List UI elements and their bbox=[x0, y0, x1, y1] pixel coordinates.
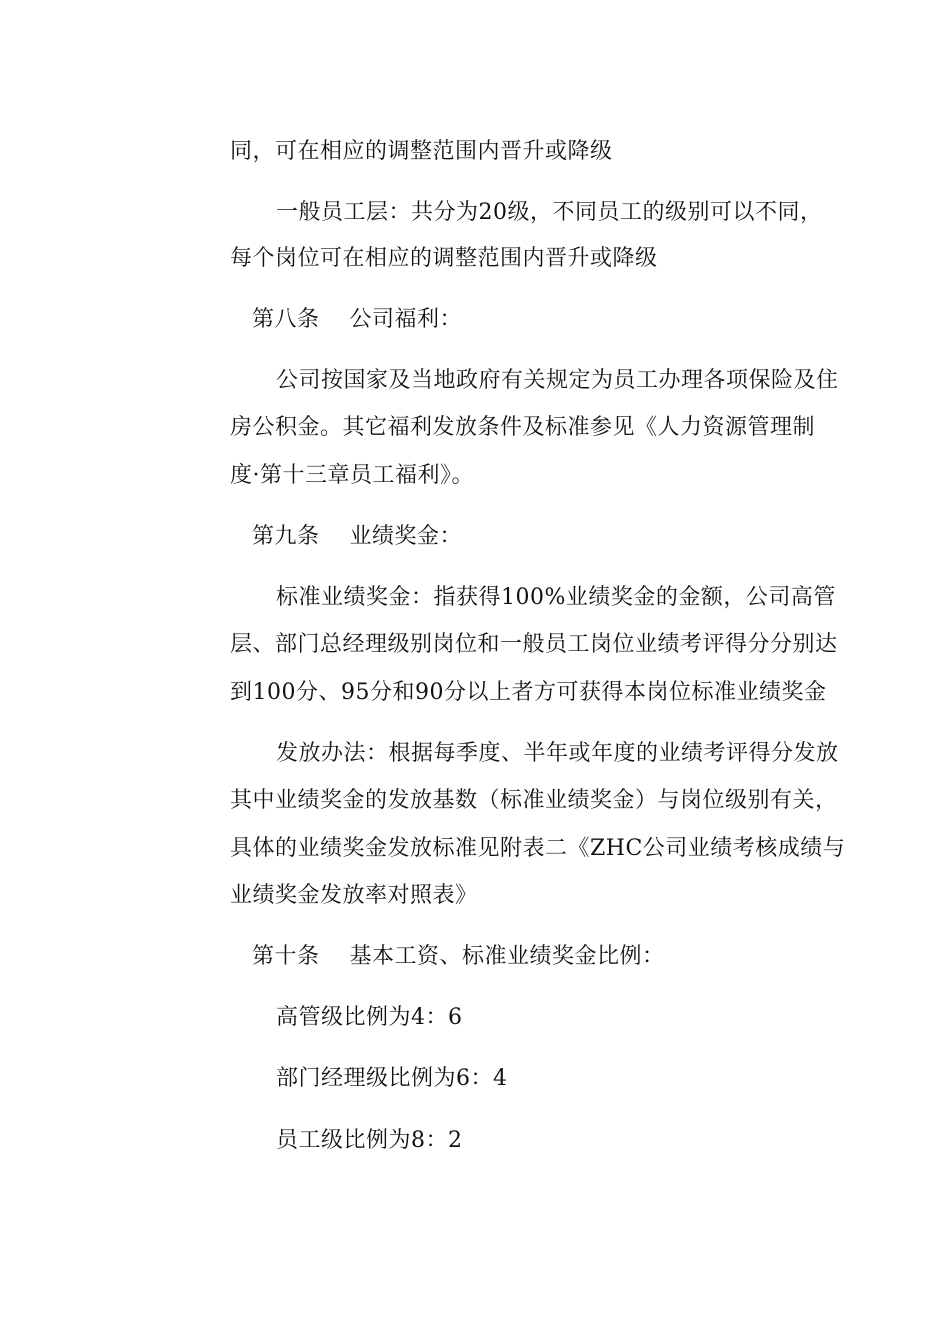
paragraph-line: 度·第十三章员工福利》。 bbox=[230, 463, 474, 488]
paragraph-line: 公司按国家及当地政府有关规定为员工办理各项保险及住 bbox=[276, 368, 839, 393]
ratio-line: 员工级比例为8：2 bbox=[276, 1128, 463, 1153]
article-heading-9 bbox=[252, 522, 462, 552]
paragraph-line: 层、部门总经理级别岗位和一般员工岗位业绩考评得分分别达 bbox=[230, 632, 838, 657]
paragraph-line: 标准业绩奖金：指获得100%业绩奖金的金额，公司高管 bbox=[276, 585, 836, 610]
ratio-line: 部门经理级比例为6：4 bbox=[276, 1066, 508, 1091]
article-title: 公司福利： bbox=[349, 307, 463, 332]
article-number: 第八条 bbox=[252, 307, 320, 332]
paragraph-line: 具体的业绩奖金发放标准见附表二《ZHC公司业绩考核成绩与 bbox=[230, 836, 846, 861]
article-number: 第九条 bbox=[252, 524, 320, 549]
paragraph-line: 其中业绩奖金的发放基数（标准业绩奖金）与岗位级别有关， bbox=[230, 788, 838, 813]
paragraph-line: 同，可在相应的调整范围内晋升或降级 bbox=[230, 139, 613, 164]
paragraph-line: 业绩奖金发放率对照表》 bbox=[230, 883, 478, 908]
paragraph-line: 到100分、95分和90分以上者方可获得本岗位标准业绩奖金 bbox=[230, 680, 827, 705]
article-number: 第十条 bbox=[252, 944, 320, 969]
paragraph-line: 房公积金。其它福利发放条件及标准参见《人力资源管理制 bbox=[230, 415, 816, 440]
article-heading-10 bbox=[252, 942, 665, 972]
article-heading-8 bbox=[252, 305, 462, 335]
paragraph-line: 发放办法：根据每季度、半年或年度的业绩考评得分发放 bbox=[276, 741, 839, 766]
ratio-line: 高管级比例为4：6 bbox=[276, 1005, 463, 1030]
article-title: 基本工资、标准业绩奖金比例： bbox=[349, 944, 665, 969]
paragraph-line: 一般员工层：共分为20级，不同员工的级别可以不同， bbox=[276, 200, 823, 225]
article-title: 业绩奖金： bbox=[349, 524, 463, 549]
paragraph-line: 每个岗位可在相应的调整范围内晋升或降级 bbox=[230, 246, 658, 271]
